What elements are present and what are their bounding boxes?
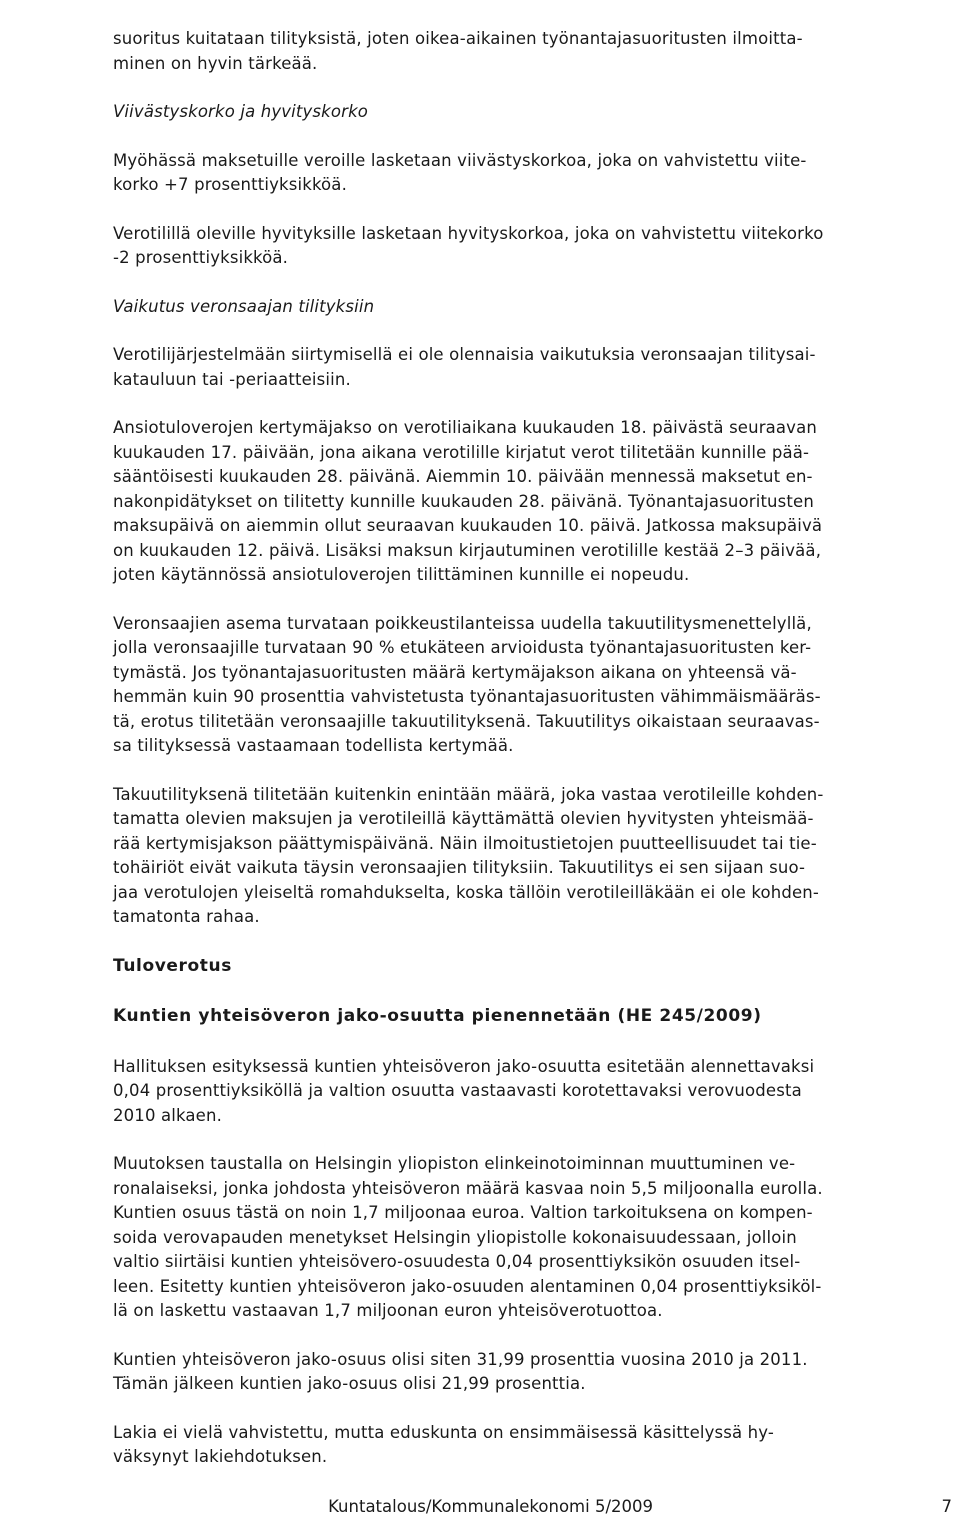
document-body — [113, 27, 955, 1494]
paragraph: Muutoksen taustalla on Helsingin yliopiston elinkeinotoiminnan muuttuminen ve- ronalaiseksi, jonka johdosta yhteisöveron määrä kasvaa noin 5,5 miljoonalla eurolla. Kuntien osuus tästä on noin 1,7 miljoonaa euroa. Valtion tarkoituksena on kompen- soida verovapauden menetykset Helsingin yliopistolle kokonaisuudessaan, jolloin valtio siirtäisi kuntien yhteisövero-osuudesta 0,04 prosenttiyksikön osuuden itsel- leen. Esitetty kuntien yhteisöveron jako-osuuden alentaminen 0,04 prosenttiyksiköl- lä on laskettu vastaavan 1,7 miljoonan euron yhteisöverotuottoa. — [113, 1154, 823, 1320]
paragraph: Verotilijärjestelmään siirtymisellä ei ole olennaisia vaikutuksia veronsaajan tilitysai- katauluun tai -periaatteisiin. — [113, 345, 816, 389]
page-number: 7 — [941, 1497, 952, 1516]
paragraph: Verotilillä oleville hyvityksille lasketaan hyvityskorkoa, joka on vahvistettu viitekorko -2 prosenttiyksikköä. — [113, 223, 824, 267]
paragraph: Ansiotuloverojen kertymäjakso on verotiliaikana kuukauden 18. päivästä seuraavan kuukauden 17. päivään, jona aikana verotilille kirjatut verot tilitetään kunnille pää- sääntöisesti kuukauden 28. päivänä. Aiemmin 10. päivään mennessä maksetut en- nakonpidätykset on tilitetty kunnille kuukauden 28. päivänä. Työnantajasuoritusten maksupäivä on aiemmin ollut seuraavan kuukauden 10. päivä. Jatkossa maksupäivä on kuukauden 12. päivä. Lisäksi maksun kirjautuminen verotilille kestää 2–3 päivää, joten käytännössä ansiotuloverojen tilittäminen kunnille ei nopeudu. — [113, 418, 823, 584]
paragraph: Veronsaajien asema turvataan poikkeustilanteissa uudella takuutilitysmenettelyllä, jolla veronsaajille turvataan 90 % etukäteen arvioidusta työnantajasuoritusten ker- tymästä. Jos työnantajasuoritusten määrä kertymäjakson aikana on yhteensä vä- hemmän kuin 90 prosenttia vahvistetusta työnantajasuoritusten vähimmäismääräs- tä, erotus tilitetään veronsaajille takuutilityksenä. Takuutilitys oikaistaan seuraavas- sa tilityksessä vastaamaan todellista kertymää. — [113, 613, 821, 755]
article-heading: Kuntien yhteisöveron jako-osuutta pienennetään (HE 245/2009) — [113, 1006, 762, 1026]
paragraph: Takuutilityksenä tilitetään kuitenkin enintään määrä, joka vastaa verotileille kohden- tamatta olevien maksujen ja verotileillä käyttämättä olevien hyvitysten yhteismää- rää kertymisjakson päättymispäivänä. Näin ilmoitustietojen puutteellisuudet tai tie- tohäiriöt eivät vaikuta täysin veronsaajien tilityksiin. Takuutilitys ei sen sijaan suo- jaa verotulojen yleiseltä romahdukselta, koska tällöin verotileilläkään ei ole kohden- tamatonta rahaa. — [113, 784, 824, 926]
section-heading: Viivästyskorko ja hyvityskorko — [113, 102, 369, 121]
paragraph: suoritus kuitataan tilityksistä, joten oikea-aikainen työnantajasuoritusten ilmoitta- minen on hyvin tärkeää. — [113, 29, 803, 73]
section-heading: Vaikutus veronsaajan tilityksiin — [113, 296, 375, 316]
publication-name: Kuntatalous/Kommunalekonomi 5/2009 — [328, 1497, 653, 1516]
paragraph: Myöhässä maksetuille veroille lasketaan viivästyskorkoa, joka on vahvistettu viite- korko +7 prosenttiyksikköä. — [113, 150, 807, 194]
main-heading: Tuloverotus — [113, 955, 232, 976]
paragraph: Kuntien yhteisöveron jako-osuus olisi siten 31,99 prosenttia vuosina 2010 ja 2011. Tämän jälkeen kuntien jako-osuus olisi 21,99 prosenttia. — [113, 1349, 808, 1393]
paragraph: Hallituksen esityksessä kuntien yhteisöveron jako-osuutta esitetään alennettavaksi 0,04 prosenttiyksiköllä ja valtion osuutta vastaavasti korotettavaksi verovuodesta 2010 alkaen. — [113, 1056, 815, 1125]
paragraph: Lakia ei vielä vahvistettu, mutta eduskunta on ensimmäisessä käsittelyssä hy- väksynyt lakiehdotuksen. — [113, 1422, 775, 1466]
